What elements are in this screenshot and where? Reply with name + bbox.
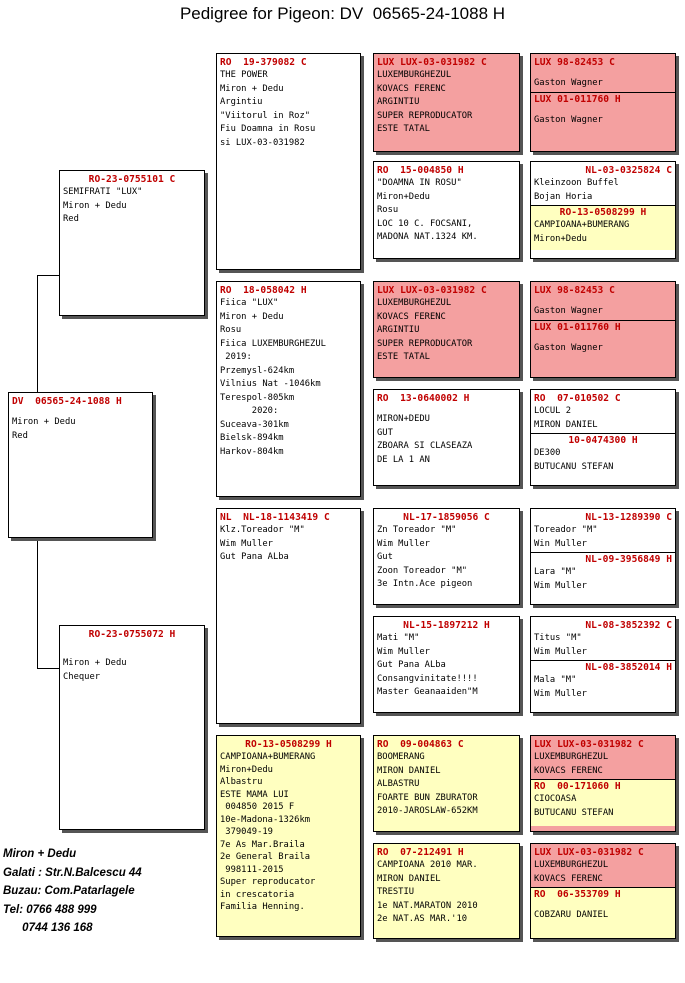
info-line: Fiica "LUX" (220, 298, 279, 308)
info-line: Wim Muller (534, 580, 587, 591)
connector-line (37, 538, 38, 668)
gen4-card[interactable] (373, 281, 520, 378)
info-line: MIRON DANIEL (377, 873, 441, 884)
ring-number: RO 09-004863 C (377, 739, 464, 750)
ring-number: RO 13-0640002 H (377, 393, 470, 404)
info-line: Harkov-804km (220, 446, 284, 457)
info-line: Terespol-805km (220, 392, 295, 403)
gen5-pair-card[interactable] (530, 161, 676, 259)
ring-number: RO 07-010502 C (534, 393, 621, 404)
info-line: Miron + Dedu (12, 417, 76, 427)
info-line: Gaston Wagner (534, 78, 603, 88)
info-line: ARGINTIU (377, 97, 420, 107)
ring-number: RO 00-171060 H (534, 781, 621, 792)
info-line: KOVACS FERENC (534, 873, 603, 884)
info-line: LOC 10 C. FOCSANI, (377, 218, 473, 229)
ring-number: NL-09-3956849 H (585, 554, 672, 565)
info-line: Master Geanaaiden"M (377, 687, 478, 697)
info-line: Miron + Dedu (63, 200, 127, 211)
subject-card[interactable] (8, 392, 153, 538)
info-line: MADONA NAT.1324 KM. (377, 232, 478, 242)
info-line: 379049-19 (220, 827, 273, 837)
ring-number: RO 19-379082 C (220, 57, 307, 68)
connector-line (37, 275, 38, 392)
contact-line: Miron + Dedu (3, 848, 77, 860)
grandsire-sire-card[interactable] (216, 53, 361, 270)
ring-number: LUX LUX-03-031982 C (534, 847, 644, 858)
info-line: KOVACS FERENC (377, 83, 446, 94)
info-line: CAMPIOANA+BUMERANG (220, 752, 316, 762)
ring-number: DV 06565-24-1088 H (12, 396, 122, 407)
info-line: Miron+Dedu (377, 191, 430, 202)
info-line: Suceava-301km (220, 419, 289, 430)
gen5-pair-card[interactable] (530, 508, 676, 605)
info-line: MIRON+DEDU (377, 414, 430, 424)
info-line: Super reproducator (220, 877, 316, 887)
info-line: Gaston Wagner (534, 114, 603, 125)
ring-number: LUX 01-011760 H (534, 93, 621, 105)
info-line: THE POWER (220, 70, 268, 80)
info-line: Familia Henning. (220, 902, 305, 912)
info-line: SEMIFRATI "LUX" (63, 187, 143, 197)
ring-number: LUX LUX-03-031982 C (534, 739, 644, 750)
gen4-card[interactable] (373, 735, 520, 832)
info-line: 004850 2015 F (220, 802, 295, 812)
info-line: GUT (377, 427, 393, 438)
info-line: CIOCOASA (534, 794, 577, 804)
info-line: si LUX-03-031982 (220, 137, 305, 148)
info-line: Wim Muller (534, 646, 587, 657)
info-line: LUXEMBURGHEZUL (534, 860, 609, 870)
connector-line (37, 668, 59, 669)
gen5-pair-card[interactable] (530, 735, 676, 832)
connector-line (37, 275, 59, 276)
info-line: LUXEMBURGHEZUL (377, 298, 452, 308)
contact-line: Buzau: Com.Patarlagele (3, 885, 135, 897)
info-line: KOVACS FERENC (534, 765, 603, 776)
info-line: 2019: (220, 352, 252, 362)
info-line: KOVACS FERENC (377, 311, 446, 322)
contact-line: Tel: 0766 488 999 (3, 903, 97, 916)
info-line: DE300 (534, 448, 561, 458)
info-line: ZBOARA SI CLASEAZA (377, 441, 473, 451)
info-line: Gut Pana ALba (220, 552, 289, 562)
gen4-card[interactable] (373, 53, 520, 152)
ring-number: NL-08-3852392 C (585, 620, 672, 631)
info-line: Lara "M" (534, 567, 577, 577)
info-line: ESTE TATAL (377, 352, 430, 362)
sire-card[interactable] (59, 170, 205, 316)
info-line: 7e As Mar.Braila (220, 839, 305, 850)
info-line: MIRON DANIEL (534, 419, 598, 430)
ring-number: RO 07-212491 H (377, 847, 464, 858)
info-line: Bojan Horia (534, 191, 593, 202)
ring-number: NL-08-3852014 H (585, 662, 672, 673)
info-line: MIRON DANIEL (377, 765, 441, 776)
info-line: TRESTIU (377, 887, 415, 897)
info-line: Zoon Toreador "M" (377, 565, 468, 576)
info-line: 2e NAT.AS MAR.'10 (377, 914, 468, 924)
info-line: Gut (377, 552, 393, 562)
info-line: Mala "M" (534, 675, 577, 685)
info-line: 3e Intn.Ace pigeon (377, 579, 473, 589)
info-line: "Viitorul in Roz" (220, 110, 311, 121)
info-line: Win Muller (534, 538, 587, 549)
info-line: LOCUL 2 (534, 406, 572, 416)
gen4-card[interactable] (373, 161, 520, 259)
granddam-dam-card[interactable] (216, 735, 361, 937)
gen5-pair-card[interactable] (530, 281, 676, 378)
info-line: BUTUCANU STEFAN (534, 807, 614, 818)
ring-number: RO-23-0755101 C (88, 174, 176, 185)
info-line: Fiu Doamna in Rosu (220, 124, 316, 134)
info-line: Rosu (377, 205, 399, 215)
info-line: Gaston Wagner (534, 342, 603, 353)
info-line: Miron + Dedu (63, 658, 127, 668)
info-line: Vilnius Nat -1046km (220, 379, 321, 389)
info-line: Wim Muller (534, 688, 587, 699)
gen5-pair-card[interactable] (530, 616, 676, 713)
info-line: Wim Muller (377, 538, 430, 549)
info-line: Miron + Dedu (220, 83, 284, 94)
info-line: 998111-2015 (220, 864, 284, 875)
info-line: ESTE TATAL (377, 124, 430, 134)
info-line: ARGINTIU (377, 325, 420, 335)
info-line: SUPER REPRODUCATOR (377, 110, 473, 121)
gen4-card[interactable] (373, 389, 520, 486)
info-line: 2010-JAROSLAW-652KM (377, 806, 478, 816)
ring-number: NL-13-1289390 C (585, 512, 672, 523)
ring-number: LUX 98-82453 C (534, 285, 615, 296)
info-line: Titus "M" (534, 633, 582, 643)
info-line: Wim Muller (377, 646, 430, 657)
info-line: Fiica LUXEMBURGHEZUL (220, 338, 326, 349)
gen5-pair-card[interactable] (530, 843, 676, 939)
info-line: Miron+Dedu (534, 233, 587, 244)
granddam-sire-card[interactable] (216, 281, 361, 497)
ring-number: RO-13-0508299 H (559, 207, 647, 218)
info-line: Albastru (220, 777, 263, 787)
ring-number: RO 15-004850 H (377, 165, 464, 176)
ring-number: NL-03-0325824 C (585, 165, 672, 176)
contact-line: Galati : Str.N.Balcescu 44 (3, 866, 142, 879)
info-line: Wim Muller (220, 538, 273, 549)
info-line: Argintiu (220, 97, 263, 107)
info-line: SUPER REPRODUCATOR (377, 338, 473, 349)
info-line: Red (12, 430, 28, 441)
info-line: Gaston Wagner (534, 306, 603, 316)
info-line: 2020: (220, 406, 279, 416)
ring-number: RO 06-353709 H (534, 889, 621, 900)
info-line: Toreador "M" (534, 525, 598, 535)
info-line: Miron+Dedu (220, 764, 273, 775)
info-line: Kleinzoon Buffel (534, 178, 619, 188)
info-line: "DOAMNA IN ROSU" (377, 178, 462, 188)
info-line: 1e NAT.MARATON 2010 (377, 900, 478, 911)
info-line: BUTUCANU STEFAN (534, 461, 614, 472)
info-line: Chequer (63, 671, 101, 682)
ring-number: LUX LUX-03-031982 C (377, 57, 487, 68)
dam-card[interactable] (59, 625, 205, 830)
info-line: ESTE MAMA LUI (220, 789, 289, 800)
info-line: Rosu (220, 325, 242, 335)
ring-number: RO 18-058042 H (220, 285, 307, 296)
info-line: DE LA 1 AN (377, 454, 430, 465)
ring-number: 10-0474300 H (568, 435, 638, 446)
page-title: Pedigree for Pigeon: DV 06565-24-1088 H (179, 4, 506, 23)
info-line: Red (63, 214, 79, 224)
info-line: Miron + Dedu (220, 311, 284, 322)
info-line: Zn Toreador "M" (377, 525, 457, 535)
ring-number: NL-17-1859056 C (403, 512, 490, 523)
gen4-card[interactable] (373, 508, 520, 605)
info-line: in crescatoria (220, 889, 295, 900)
ring-number: RO-23-0755072 H (88, 629, 176, 640)
info-line: FOARTE BUN ZBURATOR (377, 792, 478, 803)
gen4-card[interactable] (373, 616, 520, 713)
ring-number: LUX 01-011760 H (534, 321, 621, 333)
ring-number: NL-15-1897212 H (403, 620, 490, 631)
info-line: Klz.Toreador "M" (220, 525, 305, 535)
info-line: Mati "M" (377, 633, 420, 643)
ring-number: RO-13-0508299 H (245, 739, 332, 750)
info-line: CAMPIOANA 2010 MAR. (377, 860, 478, 870)
info-line: Bielsk-894km (220, 433, 284, 443)
info-line: CAMPIOANA+BUMERANG (534, 220, 630, 230)
ring-number: LUX 98-82453 C (534, 57, 615, 68)
info-line: LUXEMBURGHEZUL (377, 70, 452, 80)
info-line: LUXEMBURGHEZUL (534, 752, 609, 762)
gen5-pair-card[interactable] (530, 389, 676, 486)
info-line: ALBASTRU (377, 779, 420, 789)
info-line: Przemysl-624km (220, 365, 295, 376)
info-line: Gut Pana ALba (377, 660, 446, 670)
gen4-card[interactable] (373, 843, 520, 939)
gen5-pair-card[interactable] (530, 53, 676, 152)
info-line: Consangvinitate!!!! (377, 673, 478, 684)
ring-number: NL NL-18-1143419 C (220, 512, 330, 523)
info-line: BOOMERANG (377, 752, 425, 762)
grandsire-dam-card[interactable] (216, 508, 361, 724)
info-line: COBZARU DANIEL (534, 910, 609, 920)
contact-info (3, 845, 142, 938)
ring-number: LUX LUX-03-031982 C (377, 285, 487, 296)
info-line: 2e General Braila (220, 852, 311, 862)
contact-line: 0744 136 168 (3, 922, 93, 934)
info-line: 10e-Madona-1326km (220, 814, 311, 825)
